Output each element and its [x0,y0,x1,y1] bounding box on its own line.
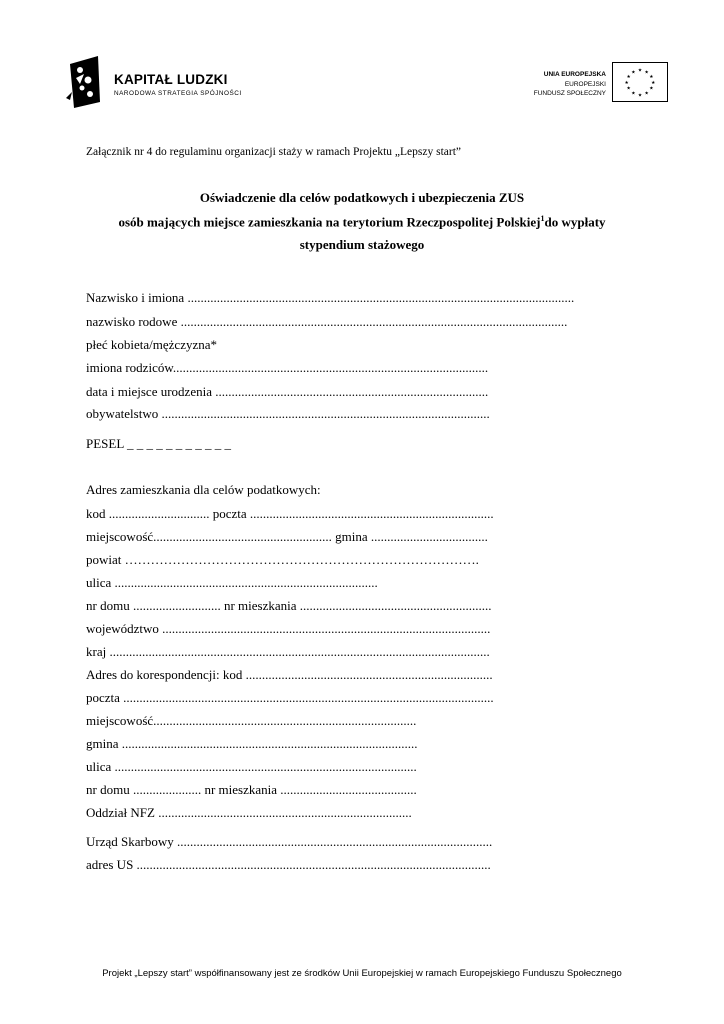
logo-left-title: KAPITAŁ LUDZKI [114,72,228,87]
svg-text:★: ★ [631,70,636,76]
field-urzad-skarbowy[interactable]: Urząd Skarbowy ................................................................................................. [86,834,493,849]
field-data-miejsce-urodzenia[interactable]: data i miejsce urodzenia .................................................................................... [86,384,489,399]
svg-text:★: ★ [644,91,649,97]
title-line-2b: do wypłaty [544,214,606,230]
field-adres-us[interactable]: adres US ............................................................................................................. [86,857,491,872]
field-powiat[interactable]: powiat ………………………………………………………………………. [86,552,479,567]
annex-note: Załącznik nr 4 do regulaminu organizacji staży w ramach Projektu „Lepszy start” [86,146,461,158]
footnote-marker: 1 [540,214,545,223]
field-korespondencja-gmina[interactable]: gmina ........................................................................................... [86,736,418,751]
field-obywatelstwo[interactable]: obywatelstwo ..................................................................................................... [86,406,490,421]
svg-text:★: ★ [649,86,654,92]
logo-left-subtitle: NARODOWA STRATEGIA SPÓJNOŚCI [114,90,242,97]
svg-text:★: ★ [637,68,643,74]
field-miejscowosc-gmina[interactable]: miejscowość....................................................... gmina .................................... [86,529,488,544]
field-korespondencja-kod[interactable]: Adres do korespondencji: kod ............................................................................ [86,667,493,682]
svg-text:★: ★ [651,80,656,86]
field-nr-domu-mieszkania[interactable]: nr domu ........................... nr mieszkania ........................................................... [86,598,492,613]
field-ulica[interactable]: ulica ................................................................................. [86,575,378,590]
field-korespondencja-miejscowosc[interactable]: miejscowość................................................................................. [86,713,417,728]
field-kod-poczta[interactable]: kod ............................... poczta ........................................................................... [86,506,494,521]
title-line-2 [86,214,638,230]
title-line-2a: osób mających miejsce zamieszkania na terytorium Rzeczpospolitej Polskiej [118,214,541,230]
field-korespondencja-nr-domu[interactable]: nr domu ..................... nr mieszkania .......................................... [86,782,417,797]
eu-logo-text [534,70,606,99]
eu-logo-line3: FUNDUSZ SPOŁECZNY [533,90,606,97]
field-korespondencja-poczta[interactable]: poczta .................................................................................................................. [86,690,494,705]
page-footer: Projekt „Lepszy start” współfinansowany jest ze środków Unii Europejskiej w ramach Europejskiego Funduszu Społecznego [102,968,622,979]
title-line-3: stypendium stażowego [299,237,425,252]
field-nazwisko[interactable]: Nazwisko i imiona ....................................................................................................................... [86,290,575,305]
field-imiona-rodzicow[interactable]: imiona rodziców................................................................................................. [86,360,489,375]
svg-text:★: ★ [637,93,643,99]
title-line-1: Oświadczenie dla celów podatkowych i ubezpieczenia ZUS [199,190,525,205]
svg-text:★: ★ [649,75,654,81]
field-oddzial-nfz[interactable]: Oddział NFZ .............................................................................. [86,805,412,820]
eu-logo-line2: EUROPEJSKI [564,80,606,88]
address-heading: Adres zamieszkania dla celów podatkowych: [86,482,321,497]
kapital-ludzki-logo-icon [66,54,102,110]
field-korespondencja-ulica[interactable]: ulica ............................................................................................. [86,759,417,774]
svg-text:★: ★ [626,75,631,81]
svg-text:★: ★ [624,80,629,86]
field-plec[interactable]: płeć kobieta/mężczyzna* [86,337,218,352]
svg-text:★: ★ [644,70,649,76]
field-pesel[interactable]: PESEL _ _ _ _ _ _ _ _ _ _ _ [86,436,232,451]
eu-logo-line1: UNIA EUROPEJSKA [543,71,606,78]
eu-flag-icon [612,62,668,102]
field-wojewodztwo[interactable]: województwo ..................................................................................................... [86,621,491,636]
field-nazwisko-rodowe[interactable]: nazwisko rodowe ....................................................................................................................... [86,314,568,329]
svg-text:★: ★ [626,86,631,92]
svg-text:★: ★ [631,91,636,97]
field-kraj[interactable]: kraj ..................................................................................................................... [86,644,490,659]
